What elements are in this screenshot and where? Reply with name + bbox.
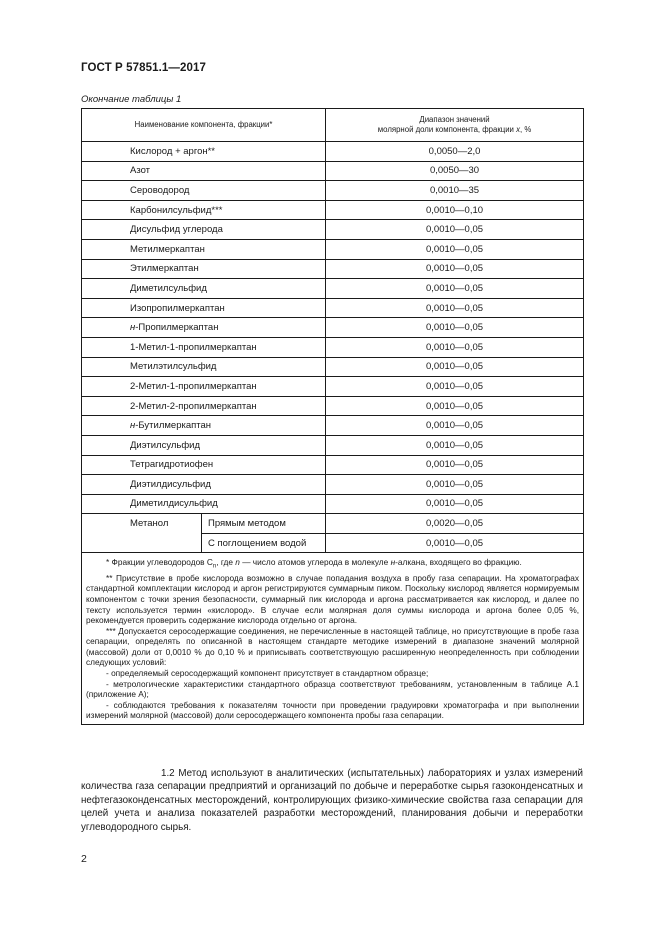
note-1-c: — число атомов углерода в молекуле [239, 557, 391, 568]
table-row [82, 259, 584, 279]
table-row [82, 494, 584, 514]
note-1-a: * Фракции углеводородов С [106, 557, 213, 568]
component-name [82, 416, 326, 436]
component-name: Этилмеркаптан [82, 259, 326, 279]
component-name [82, 318, 326, 338]
table-row [82, 161, 584, 181]
component-table [81, 108, 584, 725]
header-range-var: x [516, 125, 520, 134]
methanol-method-water: С поглощением водой [202, 533, 326, 553]
page-number: 2 [81, 853, 87, 865]
component-range: 0,0010—0,10 [326, 200, 584, 220]
table-row [82, 416, 584, 436]
component-name: Метилэтилсульфид [82, 357, 326, 377]
table-row [82, 239, 584, 259]
table-row [82, 475, 584, 495]
note-3-condition-3: - соблюдаются требования к показателям точности при проведении градуировки хроматографа и при выполнении измерений молярной (массовой) доли серосодержащего компонента пробы газа сепарации. [86, 699, 580, 721]
component-name-prefix: н [130, 322, 136, 334]
component-range: 0,0010—0,05 [326, 279, 584, 299]
note-3-condition-2: - метрологические характеристики стандартного образца соответствуют требованиям, установленным в таблице А.1 (приложение А); [86, 678, 580, 700]
component-name-rest: -Пропилмеркаптан [135, 322, 219, 334]
component-name: Кислород + аргон** [82, 142, 326, 162]
table-row [82, 220, 584, 240]
component-name: 1-Метил-1-пропилмеркаптан [82, 337, 326, 357]
component-range: 0,0010—0,05 [326, 239, 584, 259]
note-1-n: n [235, 557, 240, 568]
component-range: 0,0010—0,05 [326, 318, 584, 338]
methanol-method-direct: Прямым методом [202, 514, 326, 534]
component-name: Тетрагидротиофен [82, 455, 326, 475]
section-1-2-paragraph: 1.2 Метод используют в аналитических (испытательных) лабораториях и узлах измерений количества газа сепарации предприятий и организаций по добыче и переработке сырья газоконденсатных и нефтегазоконденсатных месторождений, контролирующих физико-химические свойства газа сепарации для целей учета и анализа показателей разработки месторождений, планирования добычи и переработки углеводородного сырья. [81, 768, 583, 833]
component-name: 2-Метил-2-пропилмеркаптан [82, 396, 326, 416]
component-range: 0,0010—0,05 [326, 494, 584, 514]
component-name: Сероводород [82, 181, 326, 201]
table-row [82, 357, 584, 377]
header-range-line1: Диапазон значений [419, 115, 490, 124]
note-1-d: -алкана, входящего во фракцию. [395, 557, 522, 568]
page-header: ГОСТ Р 57851.1—2017 [81, 62, 206, 74]
note-1-sub: n [212, 564, 217, 571]
component-name: Дисульфид углерода [82, 220, 326, 240]
table-notes-row [82, 553, 584, 725]
methanol-range-water: 0,0010—0,05 [326, 533, 584, 553]
component-range: 0,0010—0,05 [326, 416, 584, 436]
table-row [82, 337, 584, 357]
component-name-prefix: н [130, 420, 136, 432]
table-row [82, 200, 584, 220]
note-3: *** Допускается серосодержащие соединения, не перечисленные в настоящей таблице, но присутствующие в пробе газа сепарации, определять по описанной в настоящем стандарте методике измерений в диапазоне значений молярной (массовой) доли от 0,0010 % до 0,10 % и приписывать соответствующую расширенную неопределенность при соблюдении следующих условий: [86, 625, 580, 668]
component-range: 0,0010—35 [326, 181, 584, 201]
table-caption: Окончание таблицы 1 [81, 94, 182, 105]
note-2: ** Присутствие в пробе кислорода возможно в случае попадания воздуха в пробу газа сепарации. На хроматографах стандартной комплектации кислород и аргон регистрируются суммарным пиком. Поскольку кислород является нормируемым компонентом с точки зрения безопасности, суммарный пик кислорода и аргона рассматривается как кислород, и далее по тексту используется термин «кислород». В случае если молярная доля суммы кислорода и аргона более 0,05 %, рекомендуется проверить содержание кислорода отдельно от аргона. [86, 572, 580, 626]
table-row [82, 435, 584, 455]
table-notes [82, 553, 584, 725]
note-1-h: н [390, 557, 396, 568]
component-range: 0,0010—0,05 [326, 357, 584, 377]
component-range: 0,0010—0,05 [326, 435, 584, 455]
table-row [82, 318, 584, 338]
component-name: Диметилдисульфид [82, 494, 326, 514]
component-range: 0,0010—0,05 [326, 377, 584, 397]
header-range-unit: , % [520, 125, 532, 134]
table-header-row [82, 109, 584, 142]
component-name: Метилмеркаптан [82, 239, 326, 259]
component-name: Диметилсульфид [82, 279, 326, 299]
table-row [82, 455, 584, 475]
methanol-name: Метанол [82, 514, 202, 553]
component-name: Карбонилсульфид*** [82, 200, 326, 220]
component-range: 0,0010—0,05 [326, 455, 584, 475]
component-name: 2-Метил-1-пропилмеркаптан [82, 377, 326, 397]
component-name: Азот [82, 161, 326, 181]
header-range [326, 109, 584, 142]
note-1 [86, 557, 579, 572]
table-row [82, 298, 584, 318]
component-range: 0,0050—2,0 [326, 142, 584, 162]
component-name-rest: -Бутилмеркаптан [135, 420, 212, 432]
component-range: 0,0010—0,05 [326, 298, 584, 318]
table-row-methanol-1 [82, 514, 584, 534]
component-name: Диэтилсульфид [82, 435, 326, 455]
header-range-line2: молярной доли компонента, фракции [377, 125, 514, 134]
table-row [82, 142, 584, 162]
table-row [82, 279, 584, 299]
table-row [82, 181, 584, 201]
table-row [82, 396, 584, 416]
component-name: Диэтилдисульфид [82, 475, 326, 495]
table-row [82, 377, 584, 397]
note-1-b: , где [216, 557, 236, 568]
note-3-condition-1: - определяемый серосодержащий компонент присутствует в стандартном образце; [106, 668, 429, 679]
component-range: 0,0010—0,05 [326, 259, 584, 279]
component-range: 0,0010—0,05 [326, 337, 584, 357]
component-range: 0,0010—0,05 [326, 220, 584, 240]
header-component: Наименование компонента, фракции* [82, 109, 326, 142]
methanol-range-direct: 0,0020—0,05 [326, 514, 584, 534]
component-range: 0,0050—30 [326, 161, 584, 181]
component-range: 0,0010—0,05 [326, 475, 584, 495]
component-range: 0,0010—0,05 [326, 396, 584, 416]
component-name: Изопропилмеркаптан [82, 298, 326, 318]
